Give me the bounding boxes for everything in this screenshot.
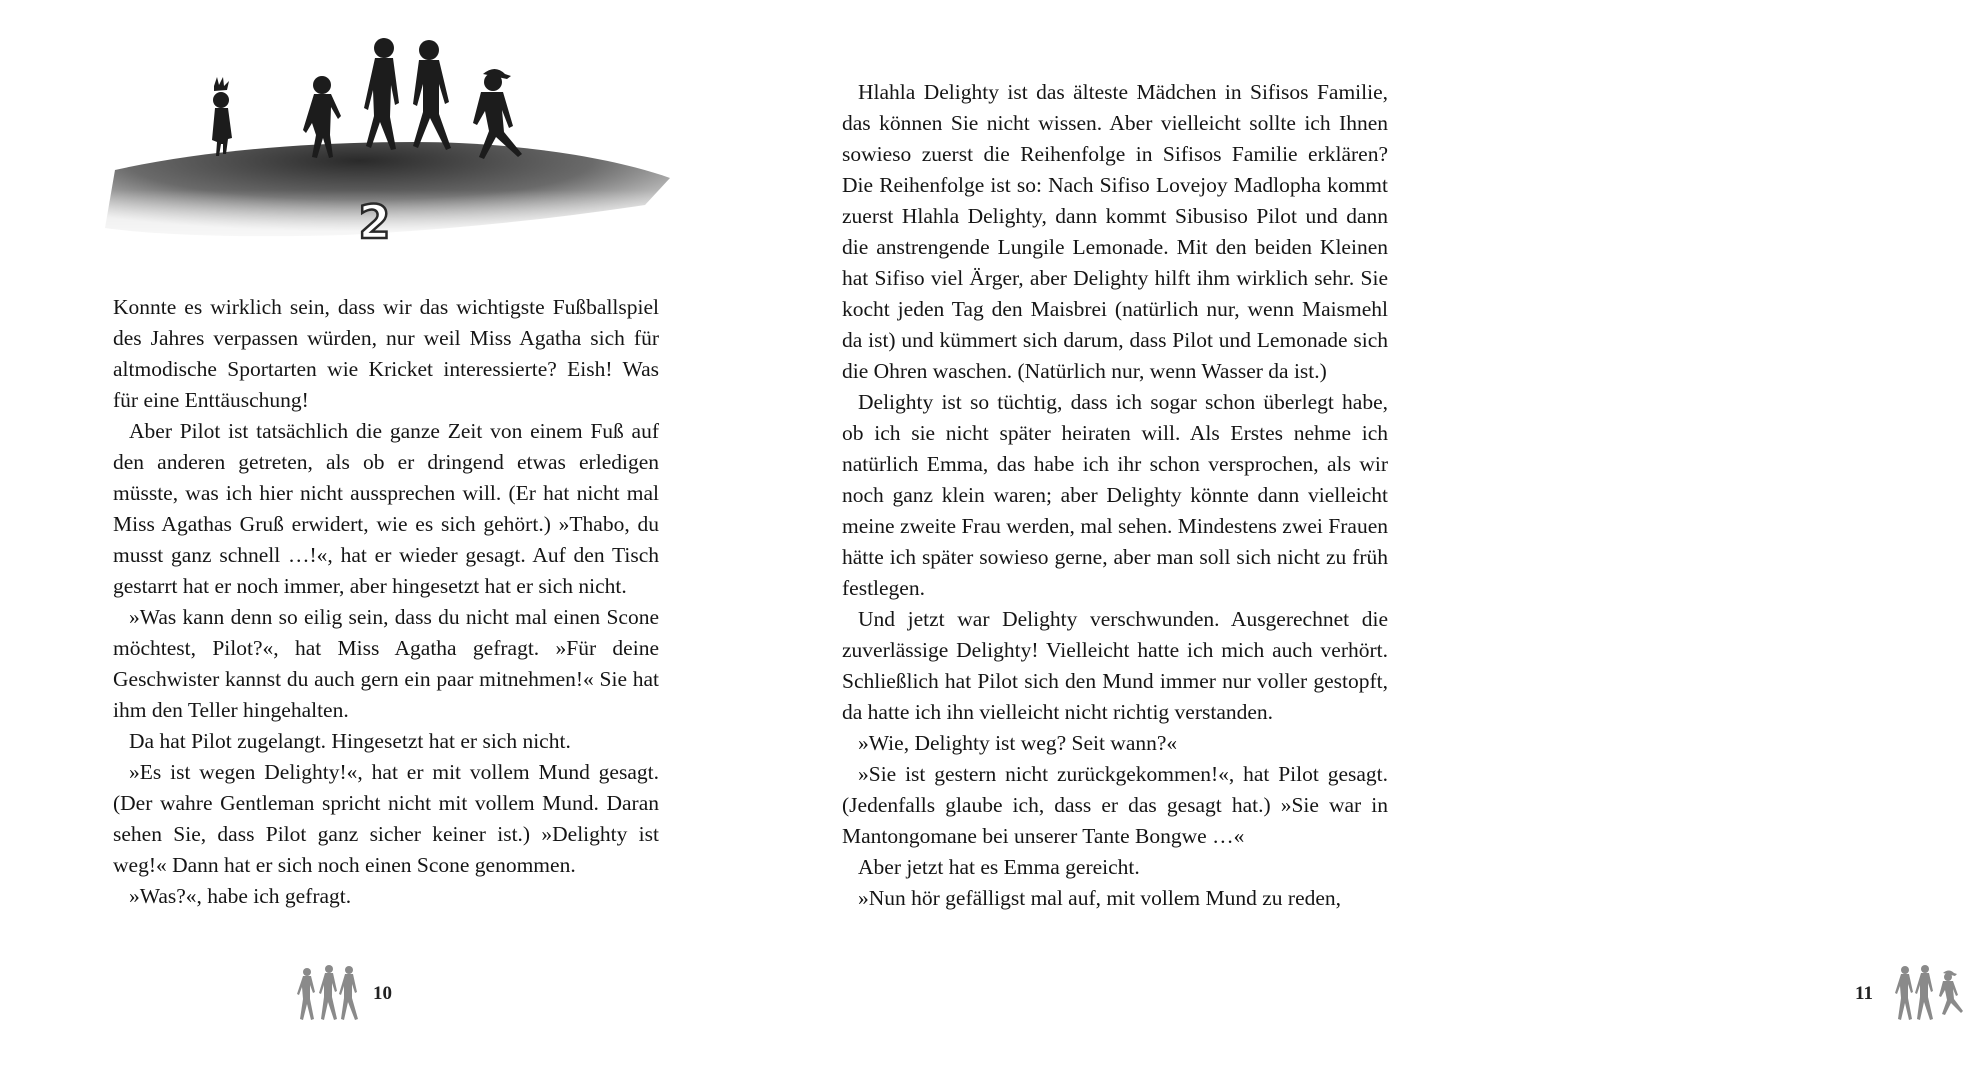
- walking-children-icon: [1893, 963, 1965, 1021]
- right-page-text: [842, 77, 1388, 914]
- paragraph: »Sie ist gestern nicht zurückgekommen!«, hat Pilot gesagt. (Jedenfalls glaube ich, dass er das gesagt hat.) »Sie war in Mantongomane bei unserer Tante Bongwe …«: [842, 762, 1388, 848]
- page-number: 10: [373, 983, 392, 1004]
- left-page-text: [113, 292, 659, 912]
- paragraph: »Es ist wegen Delighty!«, hat er mit vollem Mund gesagt. (Der wahre Gentleman spricht nicht mit vollem Mund. Daran sehen Sie, dass Pilot ganz sicher keiner ist.) »Delighty ist weg!« Dann hat er sich noch einen Scone genommen.: [113, 760, 659, 877]
- paragraph: »Wie, Delighty ist weg? Seit wann?«: [858, 731, 1178, 755]
- page-footer: [295, 963, 415, 1023]
- paragraph: »Was kann denn so eilig sein, dass du nicht mal einen Scone möchtest, Pilot?«, hat Miss Agatha gefragt. »Für deine Geschwister kannst du auch gern ein paar mitnehmen!« Sie hat ihm den Teller hingehalten.: [113, 605, 659, 722]
- page-footer: [1845, 963, 1975, 1023]
- chapter-number: 2: [358, 195, 392, 249]
- paragraph: Aber jetzt hat es Emma gereicht.: [858, 855, 1140, 879]
- paragraph: Konnte es wirklich sein, dass wir das wichtigste Fußballspiel des Jahres verpassen würden, nur weil Miss Agatha sich für altmodische Sportarten wie Kricket interessierte? Eish! Was für eine Enttäuschung!: [113, 295, 659, 412]
- paragraph: Und jetzt war Delighty verschwunden. Ausgerechnet die zuverlässige Delighty! Vielleicht hatte ich mich auch verhört. Schließlich hat Pilot sich den Mund immer nur voller gestopft, da hatte ich ihn vielleicht nicht richtig verstanden.: [842, 607, 1388, 724]
- page-number: 11: [1855, 983, 1873, 1004]
- paragraph: »Was?«, habe ich gefragt.: [129, 884, 352, 908]
- paragraph: Hlahla Delighty ist das älteste Mädchen in Sifisos Familie, das können Sie nicht wissen. Aber vielleicht sollte ich Ihnen sowieso zuerst die Reihenfolge in Sifisos Familie erklären? Die Reihenfolge ist so: Nach Sifiso Lovejoy Madlopha kommt zuerst Hlahla Delighty, dann kommt Sibusiso Pilot und dann die anstrengende Lungile Lemonade. Mit den beiden Kleinen hat Sifiso viel Ärger, aber Delighty hilft ihm wirklich sehr. Sie kocht jeden Tag den Maisbrei (natürlich nur, wenn Maismehl da ist) und kümmert sich darum, dass Pilot und Lemonade sich die Ohren waschen. (Natürlich nur, wenn Wasser da ist.): [842, 80, 1388, 383]
- right-page: [750, 0, 1873, 1086]
- paragraph: »Nun hör gefälligst mal auf, mit vollem Mund zu reden,: [858, 886, 1342, 910]
- paragraph: Aber Pilot ist tatsächlich die ganze Zeit von einem Fuß auf den anderen getreten, als ob er dringend etwas erledigen müsste, was ich hier nicht aussprechen will. (Er hat nicht mal Miss Agathas Gruß erwidert, wie es sich gehört.) »Thabo, du musst ganz schnell …!«, hat er wieder gesagt. Auf den Tisch gestarrt hat er noch immer, aber hingesetzt hat er sich nicht.: [113, 419, 659, 598]
- walking-children-icon: [295, 963, 363, 1021]
- paragraph: Da hat Pilot zugelangt. Hingesetzt hat er sich nicht.: [129, 729, 571, 753]
- paragraph: Delighty ist so tüchtig, dass ich sogar schon überlegt habe, ob ich sie nicht später heiraten will. Als Erstes nehme ich natürlich Emma, das habe ich ihr schon versprochen, als wir noch ganz klein waren; aber Delighty könnte dann vielleicht meine zweite Frau werden, mal sehen. Mindestens zwei Frauen hätte ich später sowieso gerne, aber man soll sich nicht zu früh festlegen.: [842, 390, 1388, 600]
- left-page: [0, 0, 750, 1086]
